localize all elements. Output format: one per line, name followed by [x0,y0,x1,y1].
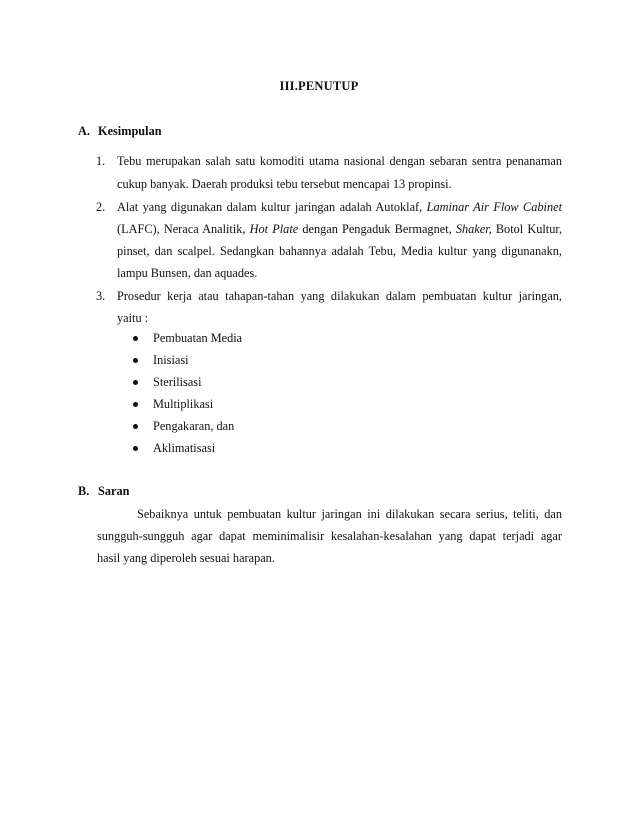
section-a-letter: A. [78,124,90,138]
item-2-italic-hotplate: Hot Plate [249,222,299,236]
saran-line-1: Sebaiknya untuk pembuatan kultur jaringan ini dilakukan secara serius, teliti, dan [137,507,562,521]
item-2-line-2 [117,222,562,237]
section-b-title: Saran [98,484,130,498]
item-1-line-2: cukup banyak. Daerah produksi tebu tersebut mencapai 13 propinsi. [117,177,452,191]
item-2-italic-lafc: Laminar Air Flow Cabinet [426,200,562,214]
chapter-title: III.PENUTUP [279,79,359,93]
item-2-text: dengan Pengaduk Bermagnet, [302,222,452,236]
bullet-icon [133,358,138,363]
item-2-text: Botol Kultur, [495,222,563,236]
section-a-title: Kesimpulan [98,124,162,138]
bullet-item: Pengakaran, dan [153,419,235,433]
saran-line-3: hasil yang diperoleh sesuai harapan. [97,551,275,565]
bullet-item: Inisiasi [153,353,189,367]
bullet-item: Aklimatisasi [153,441,216,455]
item-2-italic-shaker: Shaker, [455,222,492,236]
bullet-icon [133,424,138,429]
item-2-line-3: pinset, dan scalpel. Sedangkan bahannya adalah Tebu, Media kultur yang digunanakn, [117,244,562,258]
item-2-line-4: lampu Bunsen, dan aquades. [117,266,258,280]
section-b-heading [78,484,129,499]
item-2-text: Alat yang digunakan dalam kultur jaringan adalah Autoklaf, [117,200,423,214]
list-number-2: 2. [96,200,106,214]
bullet-item: Sterilisasi [153,375,202,389]
item-1-line-1: Tebu merupakan salah satu komoditi utama nasional dengan sebaran sentra penanaman [117,154,562,168]
item-3-line-1: Prosedur kerja atau tahapan-tahan yang dilakukan dalam pembuatan kultur jaringan, [117,289,562,303]
bullet-icon [133,380,138,385]
bullet-icon [133,446,138,451]
section-a-heading [78,124,162,139]
bullet-item: Multiplikasi [153,397,214,411]
bullet-item: Pembuatan Media [153,331,243,345]
saran-line-2: sungguh-sungguh agar dapat meminimalisir kesalahan-kesalahan yang dapat terjadi agar [97,529,562,543]
list-number-3: 3. [96,289,106,303]
bullet-icon [133,402,138,407]
bullet-icon [133,336,138,341]
item-3-line-2: yaitu : [117,311,149,325]
item-2-text: (LAFC), Neraca Analitik, [117,222,246,236]
item-2-line-1 [117,200,562,215]
list-number-1: 1. [96,154,106,168]
section-b-letter: B. [78,484,90,498]
